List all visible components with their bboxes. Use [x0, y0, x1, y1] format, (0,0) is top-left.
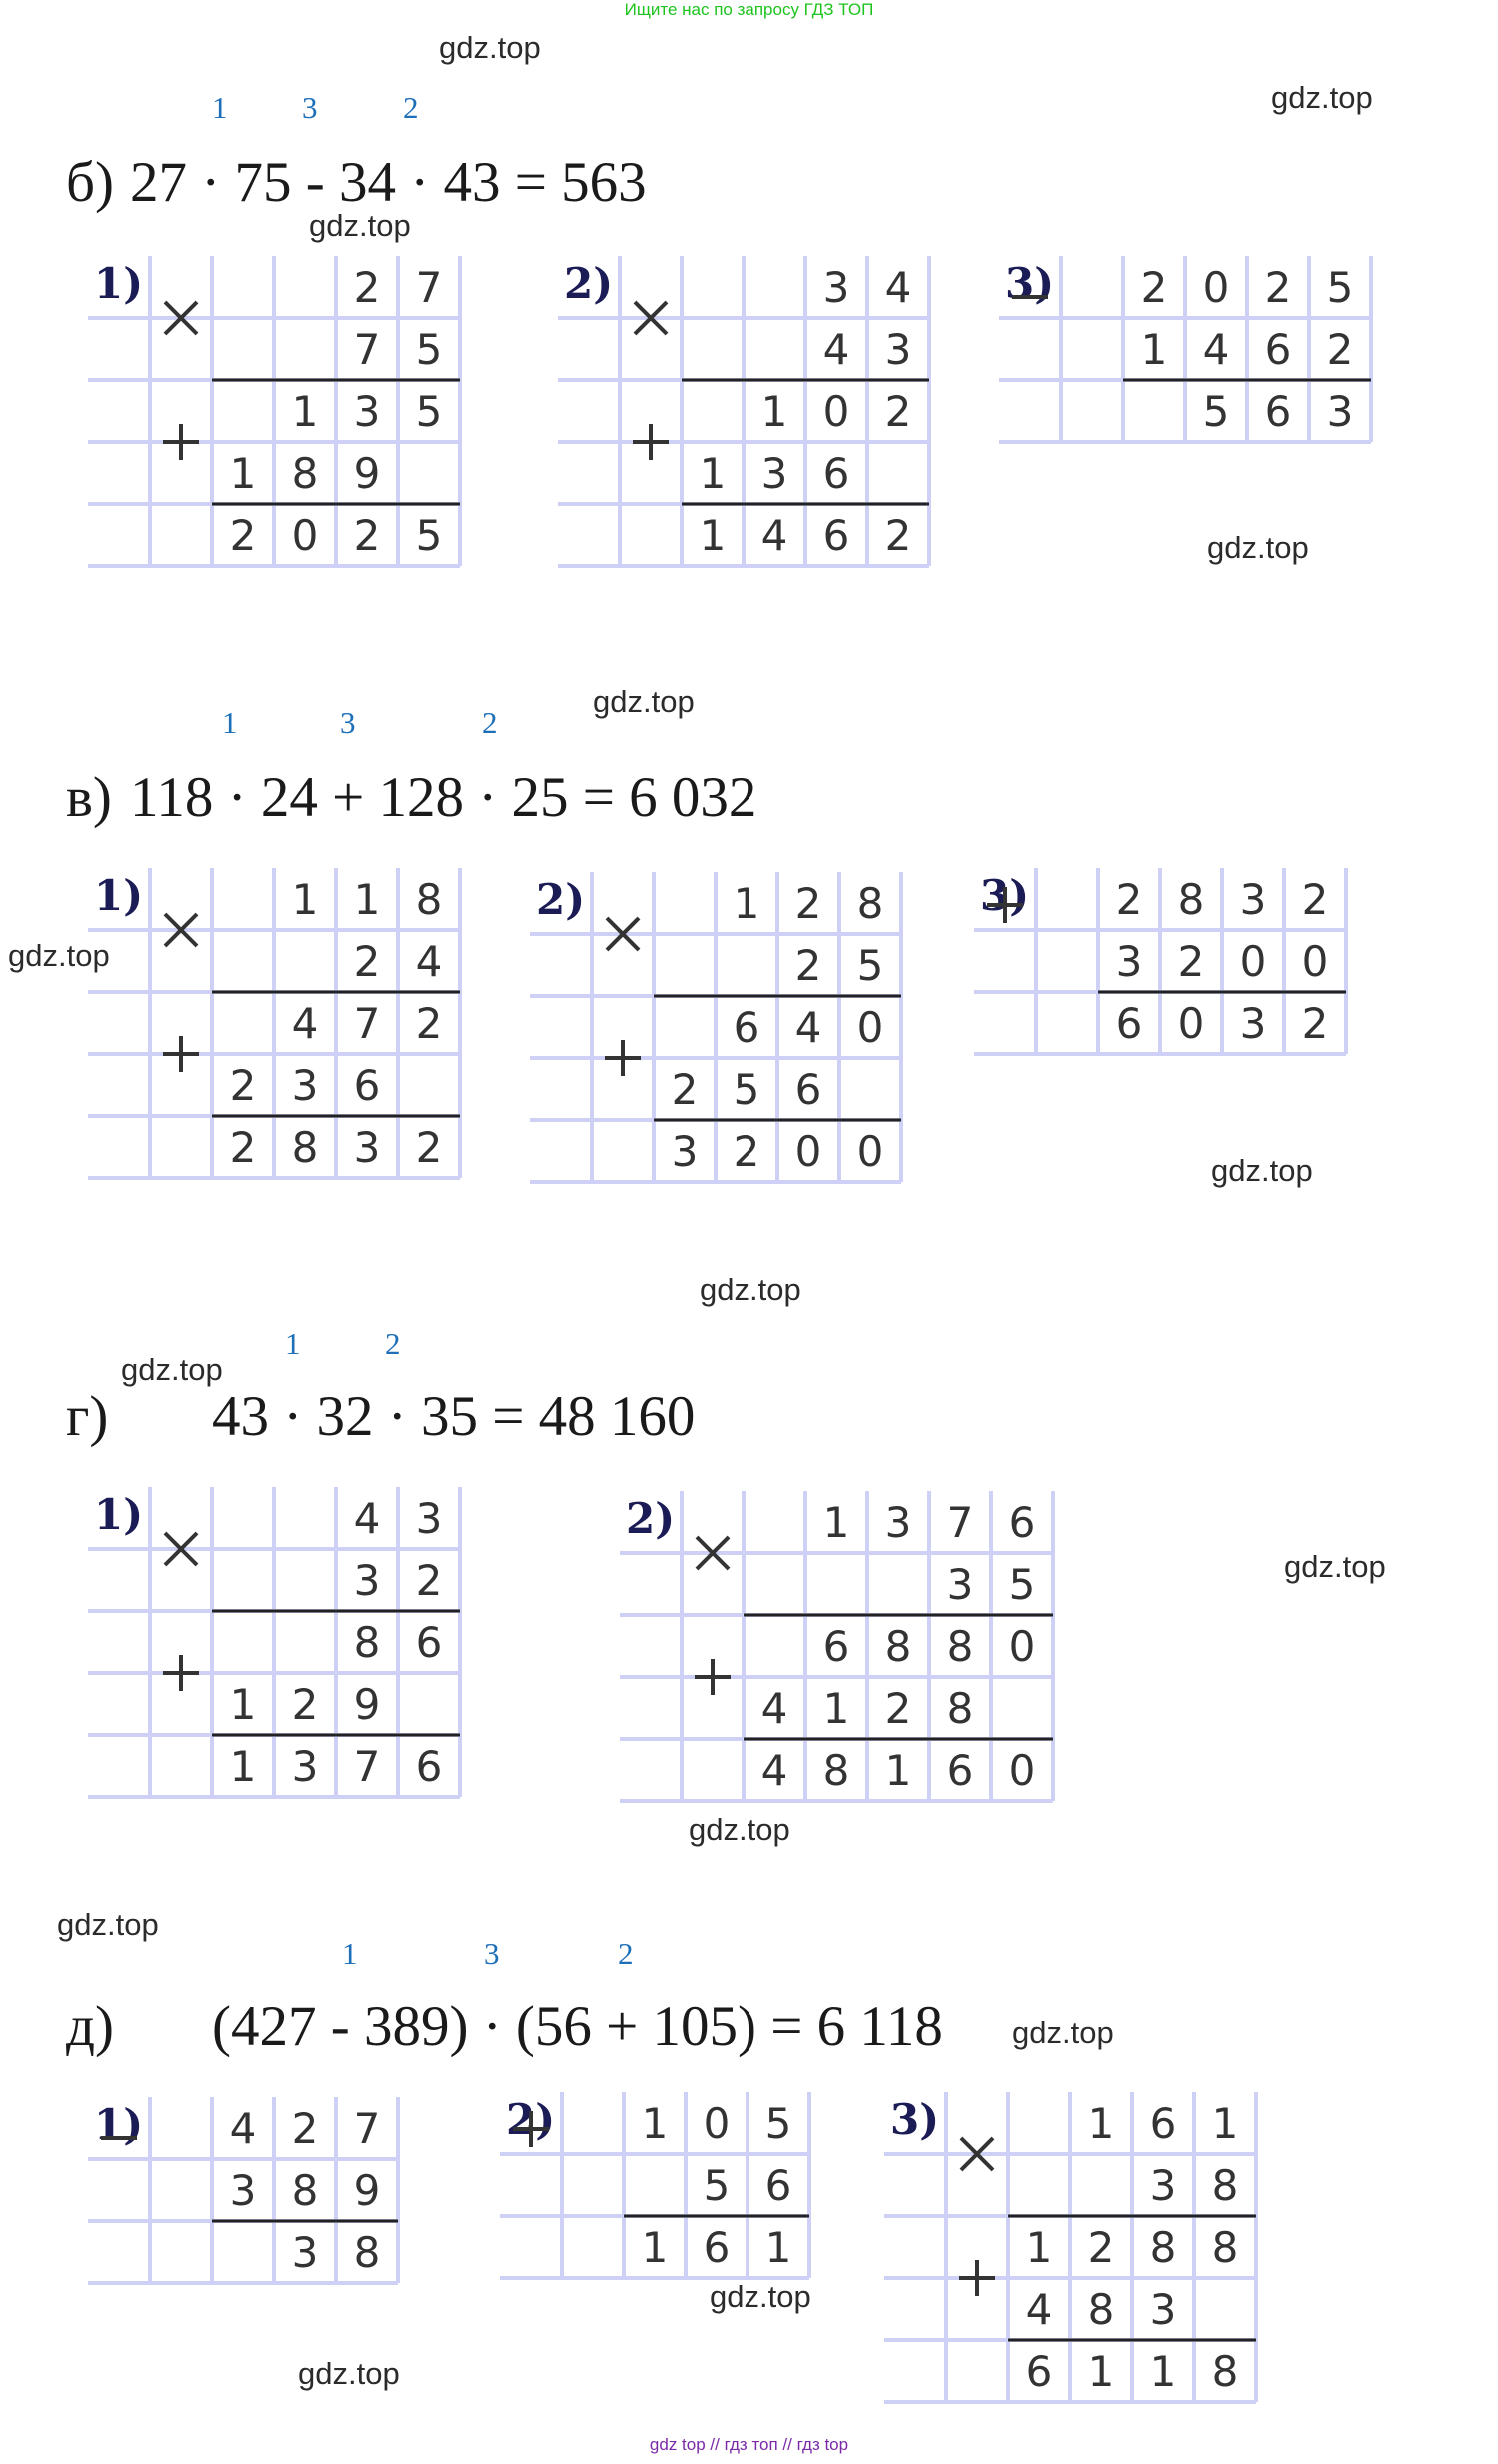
digit-cell: 2 [1115, 875, 1143, 924]
problem-equation: 27 · 75 - 34 · 43 = 563 [130, 151, 647, 214]
problem-label: в) [66, 766, 112, 829]
digit-cell: 8 [946, 1622, 974, 1671]
digit-cell: 2 [1177, 937, 1205, 986]
digit-cell: 4 [794, 1003, 822, 1052]
step-grid [884, 2092, 1264, 2412]
watermark: gdz.top [1211, 1153, 1313, 1188]
digit-cell: 1 [1087, 2347, 1115, 2396]
order-number: 1 [222, 705, 238, 740]
digit-cell: 6 [764, 2161, 792, 2210]
digit-cell: 5 [856, 941, 884, 990]
digit-cell: 6 [1025, 2347, 1053, 2396]
digit-cell: 8 [1087, 2285, 1115, 2334]
digit-cell: 4 [884, 263, 912, 312]
digit-cell: 1 [1025, 2223, 1053, 2272]
digit-cell: 2 [1301, 875, 1329, 924]
digit-cell: 1 [229, 1680, 257, 1729]
digit-cell: 3 [1239, 999, 1267, 1048]
digit-cell: 2 [1087, 2223, 1115, 2272]
order-number: 2 [385, 1326, 401, 1361]
digit-cell: 2 [353, 511, 381, 560]
digit-cell: 0 [1008, 1746, 1036, 1795]
digit-cell: 7 [353, 1742, 381, 1791]
watermark: gdz.top [8, 938, 110, 973]
digit-cell: 8 [1149, 2223, 1177, 2272]
digit-cell: 9 [353, 2166, 381, 2215]
step-grid [88, 868, 468, 1188]
digit-cell: 8 [884, 1622, 912, 1671]
digit-cell: 8 [291, 449, 319, 498]
digit-cell: 3 [946, 1560, 974, 1609]
order-number: 2 [618, 1936, 634, 1971]
digit-cell: 2 [1264, 263, 1292, 312]
digit-cell: 2 [291, 1680, 319, 1729]
order-number: 1 [285, 1326, 301, 1361]
digit-cell: 3 [1239, 875, 1267, 924]
digit-cell: 3 [415, 1494, 443, 1543]
digit-cell: 8 [1211, 2223, 1239, 2272]
step-grid [974, 868, 1354, 1068]
digit-cell: 3 [353, 1556, 381, 1605]
digit-cell: 2 [1301, 999, 1329, 1048]
problem-label: б) [66, 151, 114, 214]
digit-cell: 5 [1326, 263, 1354, 312]
digit-cell: 6 [415, 1618, 443, 1667]
order-number: 3 [340, 705, 356, 740]
digit-cell: 2 [794, 941, 822, 990]
digit-cell: 2 [884, 387, 912, 436]
digit-cell: 2 [671, 1065, 699, 1114]
digit-cell: 1 [760, 387, 788, 436]
watermark: gdz.top [689, 1812, 790, 1847]
digit-cell: 8 [856, 879, 884, 928]
digit-cell: 0 [856, 1127, 884, 1176]
digit-cell: 3 [1149, 2161, 1177, 2210]
digit-cell: 8 [1211, 2161, 1239, 2210]
step-label: 3) [1005, 259, 1055, 308]
watermark: gdz.top [439, 30, 541, 65]
digit-cell: 1 [353, 875, 381, 924]
digit-cell: 0 [822, 387, 850, 436]
digit-cell: 2 [229, 1061, 257, 1110]
digit-cell: 5 [415, 387, 443, 436]
digit-cell: 1 [1211, 2099, 1239, 2148]
problem-equation: (427 - 389) · (56 + 105) = 6 118 [212, 1995, 943, 2058]
order-number: 1 [212, 90, 228, 125]
plus-sign-icon [163, 1655, 199, 1691]
step-label: 2) [536, 875, 586, 924]
step-grid [88, 1487, 468, 1807]
digit-cell: 1 [1140, 325, 1168, 374]
order-number: 3 [302, 90, 318, 125]
step-grid [558, 256, 937, 576]
watermark: gdz.top [700, 1272, 801, 1307]
digit-cell: 3 [671, 1127, 699, 1176]
watermark: gdz.top [121, 1352, 223, 1387]
digit-cell: 3 [291, 2228, 319, 2277]
plus-sign-icon [695, 1659, 731, 1695]
order-number: 1 [342, 1936, 358, 1971]
digit-cell: 3 [353, 1123, 381, 1172]
digit-cell: 1 [884, 1746, 912, 1795]
problem-label: д) [66, 1995, 114, 2058]
watermark: gdz.top [1271, 80, 1373, 115]
digit-cell: 6 [1008, 1498, 1036, 1547]
digit-cell: 1 [764, 2223, 792, 2272]
digit-cell: 2 [884, 511, 912, 560]
order-number: 3 [484, 1936, 500, 1971]
digit-cell: 8 [415, 875, 443, 924]
watermark: gdz.top [593, 684, 695, 719]
digit-cell: 8 [1177, 875, 1205, 924]
step-label: 1) [94, 871, 144, 920]
digit-cell: 2 [415, 999, 443, 1048]
digit-cell: 0 [291, 511, 319, 560]
digit-cell: 1 [641, 2223, 669, 2272]
step-grid [88, 256, 468, 576]
watermark: gdz.top [1012, 2015, 1114, 2050]
digit-cell: 6 [703, 2223, 731, 2272]
step-grid [500, 2092, 819, 2292]
digit-cell: 2 [353, 263, 381, 312]
digit-cell: 3 [1115, 937, 1143, 986]
digit-cell: 0 [1239, 937, 1267, 986]
digit-cell: 7 [353, 325, 381, 374]
digit-cell: 6 [415, 1742, 443, 1791]
digit-cell: 0 [856, 1003, 884, 1052]
problem-equation: 118 · 24 + 128 · 25 = 6 032 [130, 766, 757, 829]
digit-cell: 5 [415, 511, 443, 560]
digit-cell: 4 [760, 511, 788, 560]
digit-cell: 1 [641, 2099, 669, 2148]
digit-cell: 2 [415, 1556, 443, 1605]
digit-cell: 1 [733, 879, 760, 928]
digit-cell: 3 [884, 1498, 912, 1547]
digit-cell: 2 [229, 511, 257, 560]
digit-cell: 6 [822, 449, 850, 498]
order-number: 2 [482, 705, 498, 740]
digit-cell: 6 [946, 1746, 974, 1795]
digit-cell: 8 [946, 1684, 974, 1733]
digit-cell: 9 [353, 1680, 381, 1729]
step-label: 1) [94, 2100, 144, 2149]
digit-cell: 7 [353, 2104, 381, 2153]
digit-cell: 3 [760, 449, 788, 498]
digit-cell: 7 [415, 263, 443, 312]
plus-sign-icon [163, 424, 199, 460]
digit-cell: 4 [415, 937, 443, 986]
digit-cell: 5 [703, 2161, 731, 2210]
step-grid [620, 1491, 1059, 1811]
digit-cell: 6 [794, 1065, 822, 1114]
problem-equation: 43 · 32 · 35 = 48 160 [212, 1385, 696, 1448]
digit-cell: 2 [1326, 325, 1354, 374]
digit-cell: 1 [291, 875, 319, 924]
plus-sign-icon [959, 2260, 995, 2296]
digit-cell: 6 [353, 1061, 381, 1110]
digit-cell: 8 [291, 1123, 319, 1172]
digit-cell: 4 [1025, 2285, 1053, 2334]
digit-cell: 1 [229, 1742, 257, 1791]
order-number: 2 [403, 90, 419, 125]
digit-cell: 8 [353, 1618, 381, 1667]
digit-cell: 1 [1087, 2099, 1115, 2148]
digit-cell: 3 [1326, 387, 1354, 436]
digit-cell: 2 [229, 1123, 257, 1172]
step-label: 2) [564, 259, 614, 308]
digit-cell: 6 [733, 1003, 760, 1052]
digit-cell: 2 [415, 1123, 443, 1172]
digit-cell: 1 [1149, 2347, 1177, 2396]
digit-cell: 1 [699, 449, 727, 498]
digit-cell: 0 [794, 1127, 822, 1176]
problem-label: г) [66, 1385, 109, 1448]
digit-cell: 6 [1149, 2099, 1177, 2148]
digit-cell: 6 [822, 511, 850, 560]
step-label: 1) [94, 1490, 144, 1539]
step-label: 2) [626, 1494, 676, 1543]
step-label: 2) [506, 2095, 556, 2144]
step-grid [530, 872, 909, 1192]
digit-cell: 5 [764, 2099, 792, 2148]
digit-cell: 7 [353, 999, 381, 1048]
digit-cell: 0 [1177, 999, 1205, 1048]
digit-cell: 4 [229, 2104, 257, 2153]
plus-sign-icon [163, 1036, 199, 1072]
step-grid [88, 2097, 408, 2297]
digit-cell: 0 [703, 2099, 731, 2148]
digit-cell: 4 [291, 999, 319, 1048]
digit-cell: 6 [1264, 387, 1292, 436]
step-label: 3) [890, 2095, 940, 2144]
watermark: gdz.top [710, 2279, 811, 2314]
digit-cell: 3 [1149, 2285, 1177, 2334]
bottom-banner: gdz top // гдз топ // гдз top [649, 2435, 849, 2454]
plus-sign-icon [605, 1040, 641, 1076]
digit-cell: 0 [1202, 263, 1230, 312]
digit-cell: 2 [353, 937, 381, 986]
digit-cell: 8 [1211, 2347, 1239, 2396]
digit-cell: 4 [353, 1494, 381, 1543]
digit-cell: 9 [353, 449, 381, 498]
watermark: gdz.top [298, 2356, 400, 2391]
digit-cell: 6 [1264, 325, 1292, 374]
digit-cell: 5 [415, 325, 443, 374]
watermark: gdz.top [309, 208, 411, 243]
digit-cell: 4 [760, 1746, 788, 1795]
digit-cell: 2 [733, 1127, 760, 1176]
digit-cell: 2 [1140, 263, 1168, 312]
digit-cell: 0 [1008, 1622, 1036, 1671]
digit-cell: 1 [291, 387, 319, 436]
digit-cell: 6 [822, 1622, 850, 1671]
digit-cell: 5 [1008, 1560, 1036, 1609]
digit-cell: 8 [291, 2166, 319, 2215]
plus-sign-icon [633, 424, 669, 460]
digit-cell: 1 [229, 449, 257, 498]
digit-cell: 2 [291, 2104, 319, 2153]
step-grid [999, 256, 1379, 456]
top-banner: Ищите нас по запросу ГДЗ ТОП [624, 0, 874, 19]
digit-cell: 4 [822, 325, 850, 374]
digit-cell: 6 [1115, 999, 1143, 1048]
digit-cell: 3 [822, 263, 850, 312]
digit-cell: 8 [353, 2228, 381, 2277]
digit-cell: 3 [353, 387, 381, 436]
step-label: 1) [94, 259, 144, 308]
digit-cell: 4 [1202, 325, 1230, 374]
watermark: gdz.top [1284, 1549, 1386, 1584]
digit-cell: 3 [229, 2166, 257, 2215]
watermark: gdz.top [57, 1907, 159, 1942]
digit-cell: 2 [884, 1684, 912, 1733]
digit-cell: 8 [822, 1746, 850, 1795]
digit-cell: 4 [760, 1684, 788, 1733]
digit-cell: 3 [884, 325, 912, 374]
digit-cell: 2 [794, 879, 822, 928]
digit-cell: 3 [291, 1742, 319, 1791]
digit-cell: 1 [822, 1684, 850, 1733]
digit-cell: 7 [946, 1498, 974, 1547]
digit-cell: 5 [1202, 387, 1230, 436]
digit-cell: 3 [291, 1061, 319, 1110]
digit-cell: 0 [1301, 937, 1329, 986]
watermark: gdz.top [1207, 530, 1309, 565]
step-label: 3) [980, 871, 1030, 920]
digit-cell: 1 [699, 511, 727, 560]
digit-cell: 1 [822, 1498, 850, 1547]
digit-cell: 5 [733, 1065, 760, 1114]
